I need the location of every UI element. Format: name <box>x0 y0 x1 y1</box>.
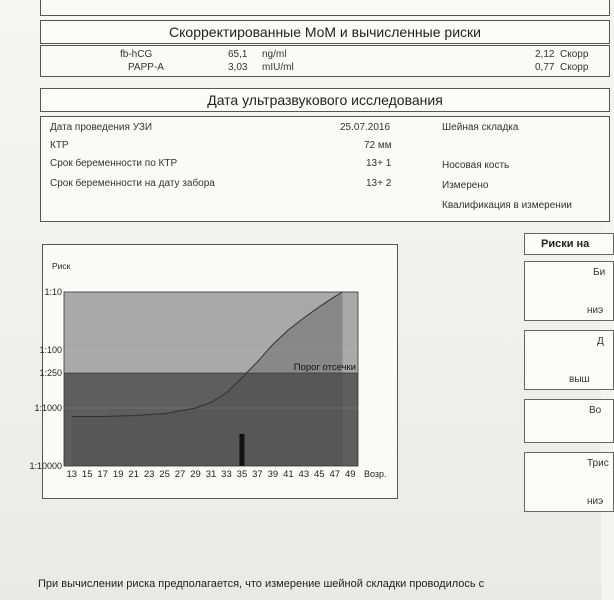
risks-panel-title <box>524 233 614 255</box>
x-axis-label: Возр. <box>364 469 387 479</box>
y-tick-label: 1:10 <box>44 287 62 297</box>
risk-card-text: выш <box>569 374 590 385</box>
ultrasound-section-title <box>40 88 610 112</box>
mom-row-value: 65,1 <box>228 49 248 60</box>
x-tick-label: 45 <box>314 469 325 480</box>
risk-card <box>524 330 614 390</box>
mom-row-value: 3,03 <box>228 62 248 73</box>
x-tick-label: 23 <box>143 469 155 480</box>
x-tick-label: 21 <box>128 469 139 480</box>
risk-card-title: Трис <box>587 458 609 469</box>
x-tick-label: 31 <box>205 469 217 480</box>
risk-card <box>524 399 614 443</box>
us-value: 25.07.2016 <box>340 122 391 133</box>
x-tick-label: 15 <box>81 469 93 480</box>
x-tick-label: 37 <box>252 469 263 480</box>
ultrasound-title-text: Дата ультразвукового исследования <box>207 92 443 108</box>
y-tick-label: 1:250 <box>39 368 62 379</box>
mom-row-mom: 0,77 <box>535 62 555 73</box>
risk-card-title: Во <box>589 405 602 416</box>
mom-row-mom: 2,12 <box>535 49 555 60</box>
mom-title-text: Скорректированные MoM и вычисленные риски <box>169 24 481 40</box>
risk-chart <box>29 244 398 499</box>
us-label: Срок беременности по КТР <box>50 158 178 169</box>
us-label: Срок беременности на дату забора <box>50 178 215 189</box>
us-value: 13+ 2 <box>366 178 392 189</box>
y-axis-label: Риск <box>52 261 71 271</box>
risk-card <box>524 452 614 512</box>
y-tick-label: 1:1000 <box>34 403 62 413</box>
x-tick-label: 49 <box>344 469 356 480</box>
x-tick-label: 27 <box>174 469 186 480</box>
us-value: 13+ 1 <box>366 158 392 169</box>
x-tick-label: 13 <box>66 469 78 480</box>
us-right: Шейная складка <box>442 122 519 133</box>
risks-panel-title-text: Риски на <box>541 238 590 250</box>
mom-row-name: fb-hCG <box>120 49 153 60</box>
us-right: Измерено <box>442 180 489 191</box>
mom-row-label: Скорр <box>560 62 589 73</box>
risk-card-title: Би <box>593 267 606 278</box>
x-tick-label: 43 <box>298 469 310 480</box>
mom-row-label: Скорр <box>560 49 589 60</box>
y-tick-label: 1:100 <box>39 345 62 355</box>
risk-card-text: ниэ <box>587 305 604 316</box>
us-label: Дата проведения УЗИ <box>50 122 153 133</box>
mom-row-name: PAPP-A <box>128 62 164 73</box>
us-value: 72 мм <box>364 140 392 151</box>
patient-marker <box>239 434 244 466</box>
mom-row-unit: mIU/ml <box>262 62 294 73</box>
risk-card-text: ниэ <box>587 496 604 507</box>
x-tick-label: 29 <box>190 469 201 480</box>
risk-card <box>524 261 614 321</box>
y-tick-label: 1:10000 <box>29 461 62 471</box>
x-tick-label: 35 <box>236 469 248 480</box>
us-qualification: Квалификация в измерении <box>442 200 572 211</box>
x-tick-label: 39 <box>267 469 279 480</box>
footer-note: При вычислении риска предполагается, что измерение шейной складки проводилось с <box>38 578 485 590</box>
x-tick-label: 19 <box>112 469 124 480</box>
us-right: Носовая кость <box>442 160 510 171</box>
x-tick-label: 41 <box>283 469 294 480</box>
x-tick-label: 33 <box>221 469 232 480</box>
x-tick-label: 17 <box>97 469 108 480</box>
threshold-label: Порог отсечки <box>293 362 356 374</box>
mom-row-unit: ng/ml <box>262 49 287 60</box>
x-tick-label: 47 <box>329 469 341 480</box>
us-label: КТР <box>50 140 69 151</box>
mom-section-title <box>40 20 610 44</box>
top-section-edge <box>40 0 610 16</box>
x-tick-label: 25 <box>159 469 170 480</box>
risk-card-title: Д <box>597 336 604 347</box>
